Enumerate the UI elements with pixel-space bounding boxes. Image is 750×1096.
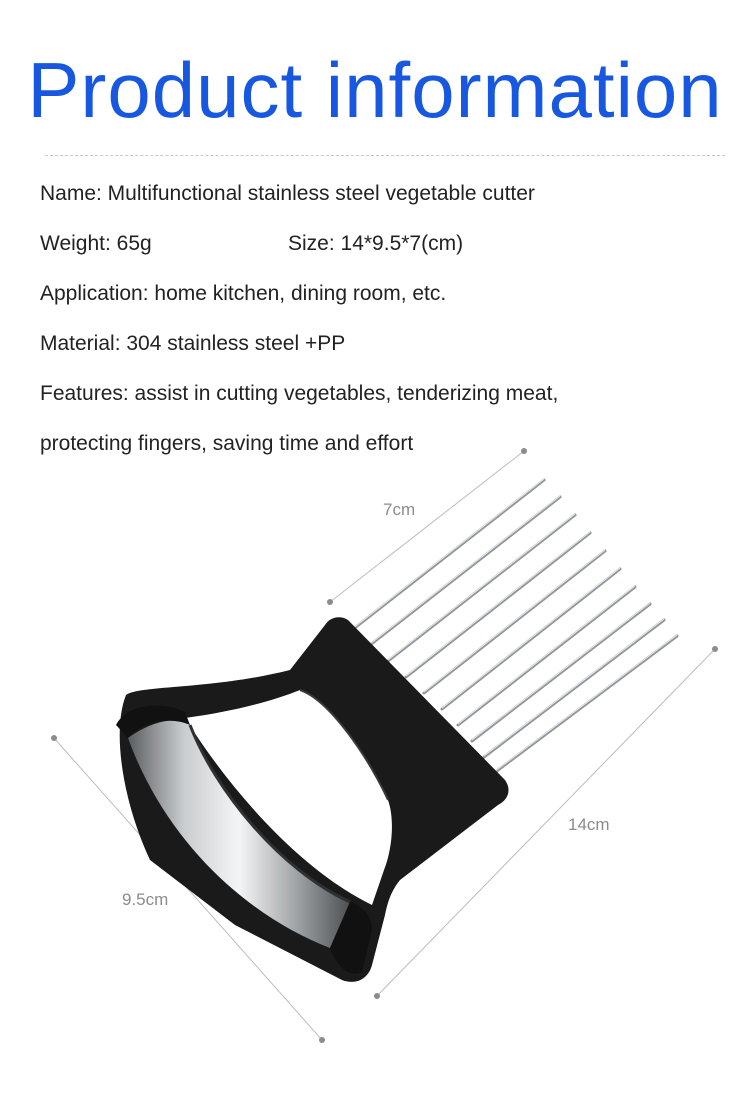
spec-application: Application: home kitchen, dining room, etc. [40,282,447,305]
dimension-line-width [327,448,527,605]
page-title: Product information [27,46,723,134]
spec-size: Size: 14*9.5*7(cm) [288,232,464,255]
spec-weight: Weight: 65g [40,232,152,255]
dimension-label-width: 7cm [383,500,416,519]
spec-features-line2: protecting fingers, saving time and effort [40,432,414,455]
spec-features-line1: Features: assist in cutting vegetables, tenderizing meat, [40,382,559,405]
dimension-label-height: 9.5cm [122,890,169,909]
dimension-label-length: 14cm [568,815,610,834]
spec-name: Name: Multifunctional stainless steel vegetable cutter [40,182,535,205]
spec-material: Material: 304 stainless steel +PP [40,332,346,355]
